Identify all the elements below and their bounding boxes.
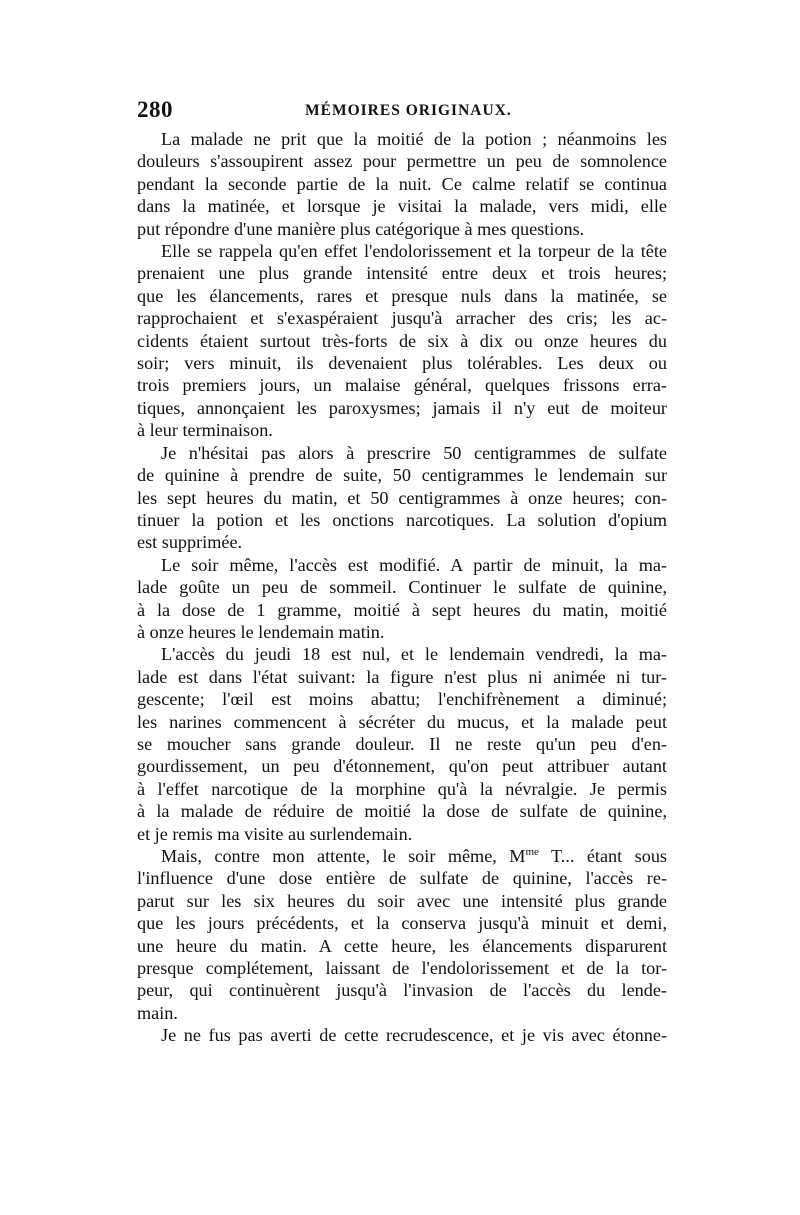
paragraph-7 — [137, 1024, 667, 1046]
text-line: est supprimée. — [137, 532, 243, 553]
text-line: gescente; l'œil est moins abattu; l'enchifrènement a diminué; — [137, 689, 667, 710]
text-line: à onze heures le lendemain matin. — [137, 621, 385, 642]
text-line: rapprochaient et s'exaspéraient jusqu'à arracher des cris; les ac- — [137, 308, 667, 329]
text-line: l'influence d'une dose entière de sulfate de quinine, l'accès re- — [137, 868, 667, 889]
running-title: MÉMOIRES ORIGINAUX. — [305, 102, 512, 119]
text-line: lade goûte un peu de sommeil. Continuer le sulfate de quinine, — [137, 577, 667, 598]
text-fragment: Mais, contre mon attente, le soir même, M — [161, 846, 526, 866]
text-line: cidents étaient surtout très-forts de six à dix ou onze heures du — [137, 330, 667, 351]
text-line: Je n'hésitai pas alors à prescrire 50 centigrammes de sulfate — [161, 442, 667, 463]
paragraph-3 — [137, 442, 667, 554]
text-line: et je remis ma visite au surlendemain. — [137, 823, 413, 844]
text-line: Je ne fus pas averti de cette recrudescence, et je vis avec étonne- — [161, 1025, 667, 1046]
text-line: soir; vers minuit, ils devenaient plus tolérables. Les deux ou — [137, 353, 667, 374]
text-line: les sept heures du matin, et 50 centigrammes à onze heures; con- — [137, 487, 667, 508]
text-line: tinuer la potion et les onctions narcotiques. La solution d'opium — [137, 509, 667, 530]
text-line: que les jours précédents, et la conserva jusqu'à minuit et demi, — [137, 913, 667, 934]
paragraph-2 — [137, 240, 667, 442]
text-line: trois premiers jours, un malaise général, quelques frissons erra- — [137, 375, 667, 396]
text-line: presque complétement, laissant de l'endolorissement et de la tor- — [137, 958, 667, 979]
text-line: à leur terminaison. — [137, 420, 273, 441]
text-line: La malade ne prit que la moitié de la potion ; néanmoins les — [161, 129, 667, 149]
text-line: dans la matinée, et lorsque je visitai la malade, vers midi, elle — [137, 196, 667, 217]
paragraph-1 — [137, 128, 667, 240]
text-line: peur, qui continuèrent jusqu'à l'invasion de l'accès du lende- — [137, 980, 667, 1001]
text-line: se moucher sans grande douleur. Il ne reste qu'un peu d'en- — [137, 733, 667, 754]
paragraph-4 — [137, 554, 667, 644]
text-line: les narines commencent à sécréter du mucus, et la malade peut — [137, 711, 667, 732]
paragraph-6 — [137, 845, 667, 1024]
body-text — [137, 128, 667, 1047]
superscript: me — [525, 846, 539, 858]
text-line: que les élancements, rares et presque nuls dans la matinée, se — [137, 285, 667, 306]
text-line: Elle se rappela qu'en effet l'endolorissement et la torpeur de la tête — [161, 241, 667, 262]
text-line: à la dose de 1 gramme, moitié à sept heures du matin, moitié — [137, 599, 667, 620]
text-line: L'accès du jeudi 18 est nul, et le lendemain vendredi, la ma- — [161, 644, 667, 665]
text-line: une heure du matin. A cette heure, les élancements disparurent — [137, 935, 667, 956]
text-line: main. — [137, 1002, 178, 1023]
text-line: pendant la seconde partie de la nuit. Ce calme relatif se continua — [137, 173, 667, 194]
page-number: 280 — [137, 97, 173, 122]
text-line: tiques, annonçaient les paroxysmes; jamais il n'y eut de moiteur — [137, 397, 667, 418]
text-line: douleurs s'assoupirent assez pour permettre un peu de somnolence — [137, 151, 667, 172]
text-line: put répondre d'une manière plus catégorique à mes questions. — [137, 218, 585, 239]
text-line: Le soir même, l'accès est modifié. A partir de minuit, la ma- — [161, 554, 667, 575]
text-line: de quinine à prendre de suite, 50 centigrammes le lendemain sur — [137, 465, 667, 486]
text-line: à la malade de réduire de moitié la dose de sulfate de quinine, — [137, 801, 667, 822]
text-line: prenaient une plus grande intensité entre deux et trois heures; — [137, 263, 667, 284]
text-line: à l'effet narcotique de la morphine qu'à la névralgie. Je permis — [137, 778, 667, 799]
text-line: lade est dans l'état suivant: la figure n'est plus ni animée ni tur- — [137, 666, 667, 687]
page-header — [137, 97, 667, 127]
text-line: gourdissement, un peu d'étonnement, qu'on peut attribuer autant — [137, 756, 667, 777]
text-line: parut sur les six heures du soir avec une intensité plus grande — [137, 890, 667, 911]
paragraph-5 — [137, 643, 667, 845]
text-line — [137, 845, 667, 867]
text-fragment: T... étant sous — [538, 846, 667, 866]
